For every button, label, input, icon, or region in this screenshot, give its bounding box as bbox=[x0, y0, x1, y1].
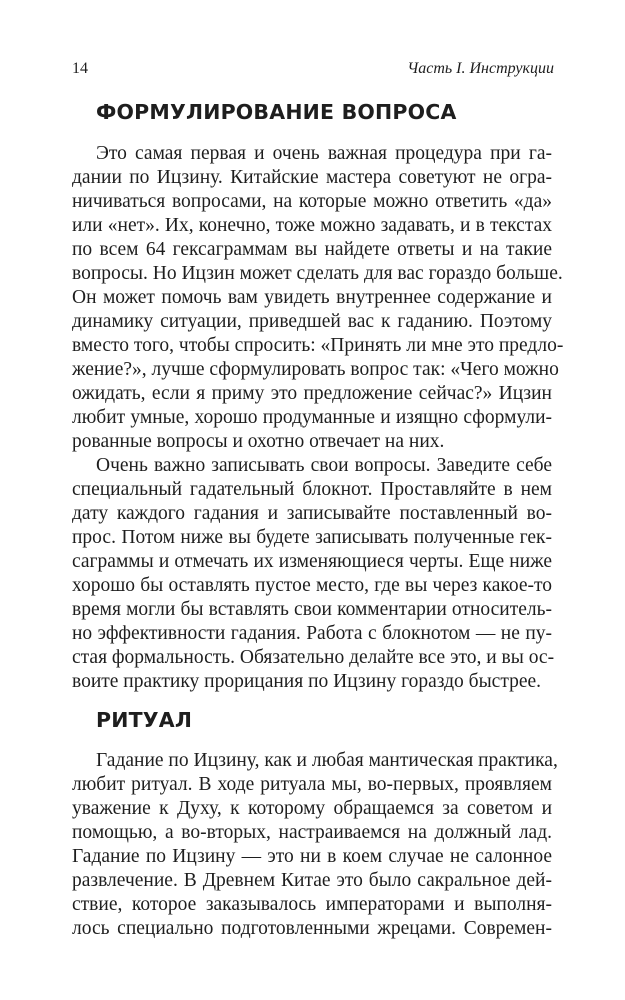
text-line: но эффективности гадания. Работа с блокнотом — не пу- bbox=[72, 623, 552, 644]
text-line: динамику ситуации, приведшей вас к гаданию. Поэтому bbox=[72, 311, 552, 332]
text-line: ожидать, если я приму это предложение сейчас?» Ицзин bbox=[72, 383, 552, 404]
text-line: вместо того, чтобы спросить: «Принять ли мне это предло- bbox=[72, 335, 564, 356]
running-section-title: Часть I. Инструкции bbox=[407, 60, 554, 77]
text-line: Это самая первая и очень важная процедура при га- bbox=[96, 143, 552, 164]
text-line: вопросы. Но Ицзин может сделать для вас гораздо больше. bbox=[72, 263, 563, 284]
text-line: ничиваться вопросами, на которые можно ответить «да» bbox=[72, 191, 552, 212]
text-line: время могли бы вставлять свои комментарии относитель- bbox=[72, 599, 552, 620]
text-line: любит ритуал. В ходе ритуала мы, во-первых, проявляем bbox=[72, 774, 552, 795]
text-line: ствие, которое заказывалось императорами и выполня- bbox=[72, 894, 552, 915]
text-line: воите практику прорицания по Ицзину гораздо быстрее. bbox=[72, 671, 542, 692]
text-line: Гадание по Ицзину, как и любая мантическая практика, bbox=[96, 750, 558, 771]
text-line: по всем 64 гексаграммам вы найдете ответы и на такие bbox=[72, 239, 552, 260]
text-line: стая формальность. Обязательно делайте все это, и вы ос- bbox=[72, 647, 555, 668]
section-body bbox=[72, 142, 564, 694]
running-head bbox=[72, 60, 554, 84]
section-body bbox=[72, 749, 558, 941]
section-heading: ФОРМУЛИРОВАНИЕ ВОПРОСА bbox=[96, 100, 457, 124]
text-line: лось специально подготовленными жрецами. Современ- bbox=[72, 918, 552, 939]
text-line: любит умные, хорошо продуманные и изящно сформули- bbox=[72, 407, 552, 428]
text-line: рованные вопросы и охотно отвечает на них. bbox=[72, 431, 445, 452]
text-line: Он может помочь вам увидеть внутреннее содержание и bbox=[72, 287, 552, 308]
text-line: прос. Потом ниже вы будете записывать полученные гек- bbox=[72, 527, 552, 548]
section-heading: РИТУАЛ bbox=[96, 708, 193, 732]
text-line: развлечение. В Древнем Китае это было сакральное дей- bbox=[72, 870, 552, 891]
text-line: или «нет». Их, конечно, тоже можно задавать, и в текстах bbox=[72, 215, 552, 236]
text-line: помощью, а во-вторых, настраиваемся на должный лад. bbox=[72, 822, 552, 843]
text-line: дату каждого гадания и записывайте поставленный во- bbox=[72, 503, 552, 524]
text-line: дании по Ицзину. Китайские мастера советуют не огра- bbox=[72, 167, 552, 188]
text-line: Гадание по Ицзину — это ни в коем случае не салонное bbox=[72, 846, 552, 867]
text-line: хорошо бы оставлять пустое место, где вы через какое-то bbox=[72, 575, 552, 596]
page-number: 14 bbox=[72, 60, 88, 77]
text-line: саграммы и отмечать их изменяющиеся черты. Еще ниже bbox=[72, 551, 552, 572]
text-line: жение?», лучше сформулировать вопрос так: «Чего можно bbox=[72, 359, 559, 380]
text-line: уважение к Духу, к которому обращаемся за советом и bbox=[72, 798, 552, 819]
text-line: Очень важно записывать свои вопросы. Заведите себе bbox=[96, 455, 552, 476]
text-line: специальный гадательный блокнот. Проставляйте в нем bbox=[72, 479, 552, 500]
